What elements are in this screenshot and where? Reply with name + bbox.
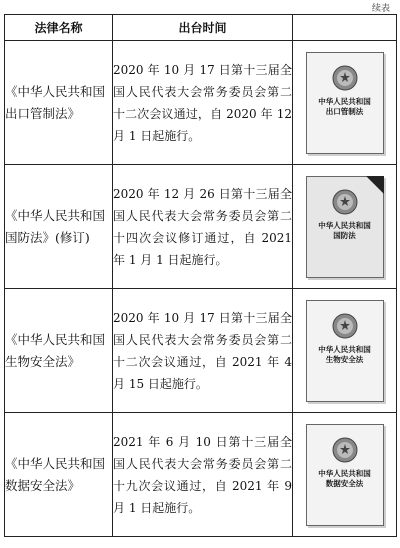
law-name: 《中华人民共和国数据安全法》 [5,413,113,537]
law-name: 《中华人民共和国出口管制法》 [5,41,113,165]
header-law-name: 法律名称 [5,15,113,41]
table-header-row [5,15,397,41]
book-cover-image [306,300,384,402]
book-cover-image [306,424,384,526]
national-emblem-icon [332,437,358,463]
table-row [5,41,397,165]
table-row [5,165,397,289]
cover-title: 中华人民共和国 出口管制法 [318,96,371,116]
header-issue-date: 出台时间 [113,15,293,41]
issue-date: 2021 年 6 月 10 日第十三届全国人民代表大会常务委员会第二十九次会议通过，自 2021 年 9 月 1 日起施行。 [113,413,293,537]
book-cover-image [306,176,384,278]
cover-title: 中华人民共和国 国防法 [318,220,371,240]
book-cover-image [306,52,384,154]
law-name: 《中华人民共和国生物安全法》 [5,289,113,413]
continued-label: 续表 [371,4,390,14]
issue-date: 2020 年 10 月 17 日第十三届全国人民代表大会常务委员会第二十二次会议通过，自 2020 年 12 月 1 日起施行。 [113,41,293,165]
cover-title: 中华人民共和国 数据安全法 [318,468,371,488]
issue-date: 2020 年 10 月 17 日第十三届全国人民代表大会常务委员会第二十二次会议通过，自 2021 年 4 月 15 日起施行。 [113,289,293,413]
table-row [5,413,397,537]
national-emblem-icon [332,313,358,339]
cover-corner-banner [366,176,384,194]
issue-date: 2020 年 12 月 26 日第十三届全国人民代表大会常务委员会第二十四次会议修订通过，自 2021 年 1 月 1 日起施行。 [113,165,293,289]
header-cover [293,15,397,41]
national-emblem-icon [332,65,358,91]
table-row [5,289,397,413]
national-emblem-icon [332,189,358,215]
law-name: 《中华人民共和国国防法》(修订) [5,165,113,289]
cover-title: 中华人民共和国 生物安全法 [318,344,371,364]
laws-table [4,14,397,537]
